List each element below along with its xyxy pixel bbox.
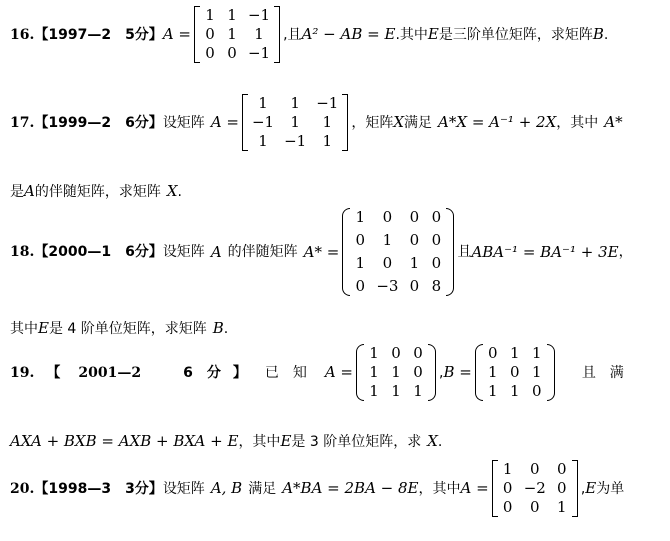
matrix-cell: 0 [382,254,393,272]
matrix-cell: 1 [413,382,423,400]
text: 是三阶单位矩阵，求矩阵 [438,26,593,43]
matrix-grid [364,344,428,401]
matrix-cell: 0 [431,254,442,272]
matrix-A-star [342,208,454,296]
matrix-cell: 1 [510,382,520,400]
matrix-cell: 0 [431,231,442,249]
paren-right [547,344,555,401]
problem-source-points: 6 分 [183,364,221,381]
text: 是 [10,183,24,200]
paren-right [428,344,436,401]
problem-number: 16. [10,26,35,43]
text: , [580,480,586,497]
text: 为单 [596,480,625,497]
matrix-grid [200,6,274,63]
matrix-cell: 1 [205,6,215,24]
matrix-cell: 0 [557,460,567,478]
problem-source-year: 2001—2 [78,364,142,381]
problem-number: 18. [10,244,35,260]
paren-left [342,208,350,296]
text: 其中 [399,26,428,43]
matrix-cell: 0 [557,479,567,497]
matrix-cell: 1 [510,344,520,362]
matrix-cell: −3 [376,277,399,295]
source-bracket-close: 】 [232,364,247,381]
problem-20 [10,460,624,517]
text: 其中 [10,320,38,337]
problem-source: 【1997—2 5分】 [34,26,163,43]
matrix-grid [350,208,446,296]
symbol-B: B [212,319,224,337]
equation: A*BA = 2BA − 8E [282,479,419,497]
text: 的伴随矩阵，求矩阵 [34,183,161,200]
matrix-cell: 1 [254,25,264,43]
problem-source: 【1999—2 6分】 [34,114,163,131]
matrix-cell: 1 [409,254,420,272]
matrix-cell: 1 [488,363,498,381]
problem-source: 【2000—1 6分】 [34,244,163,260]
text: 且 [457,244,472,260]
matrix-cell: 8 [431,277,442,295]
problem-number: 20. [10,480,35,497]
matrix-lhs: A = [210,113,239,131]
matrix-cell: 0 [529,498,540,516]
symbols-A-B: A, B [210,479,243,497]
matrix-lhs: A* = [303,242,340,261]
text: ，其中 [418,480,461,497]
problem-17 [10,94,623,151]
text: . [603,26,609,43]
symbol-B: B [592,25,604,43]
matrix-cell: 0 [409,277,420,295]
matrix-lhs: A = [460,479,489,497]
text: . [395,26,400,43]
text: ,且 [283,26,302,43]
paren-right [446,208,454,296]
text: 是 4 阶单位矩阵，求矩阵 [48,320,207,337]
matrix-cell: 1 [258,94,268,112]
text: 设矩阵 [162,114,205,131]
symbol-E: E [38,319,49,337]
matrix-cell: 1 [502,460,513,478]
matrix-cell: 0 [413,363,423,381]
text: , [439,364,444,381]
matrix-cell: 1 [227,25,237,43]
matrix-cell: 0 [409,208,420,226]
matrix-lhs: B = [443,363,472,381]
text: . [223,320,229,337]
matrix-cell: 1 [355,254,366,272]
text: ，矩阵 [351,114,394,131]
matrix-cell: 1 [369,363,379,381]
matrix-cell: 0 [409,231,420,249]
matrix-cell: 0 [382,208,393,226]
text: 的伴随矩阵 [227,244,298,260]
matrix-cell: 1 [369,382,379,400]
symbol-A: A [210,242,222,261]
matrix-A [492,460,578,517]
paren-left [356,344,364,401]
equation: A*X = A⁻¹ + 2X [438,113,557,131]
matrix-cell: 0 [391,344,401,362]
text: 设矩阵 [162,244,205,260]
matrix-cell: 1 [258,132,268,150]
symbol-E: E [585,479,597,497]
matrix-cell: 1 [391,382,401,400]
matrix-cell: 0 [205,25,215,43]
matrix-cell: 1 [532,344,542,362]
bracket-right [274,6,280,63]
matrix-A [194,6,280,63]
problem-19-continued [10,434,442,449]
symbol-X: X [427,432,438,450]
problem-18-continued [10,321,228,336]
matrix-cell: 1 [290,113,300,131]
bracket-right [572,460,578,517]
matrix-cell: 1 [227,6,237,24]
symbol-X: X [393,113,405,131]
symbol-A-star: A* [604,113,623,131]
problem-number: 19. [10,364,35,381]
matrix-cell: 1 [488,382,498,400]
matrix-cell: 0 [355,277,366,295]
symbol-E: E [280,432,292,450]
matrix-cell: 0 [532,382,542,400]
source-bracket-open: 【 [46,364,61,381]
text: 设矩阵 [162,480,205,497]
text: 是 3 阶单位矩阵，求 [291,433,422,450]
matrix-cell: 0 [355,231,366,249]
matrix-cell: 1 [322,132,333,150]
text: 且 满 [581,364,624,381]
matrix-cell: 1 [382,231,393,249]
matrix-cell: 1 [369,344,379,362]
symbol-A: A [24,182,35,200]
matrix-grid [248,94,342,151]
symbol-X: X [166,182,178,200]
matrix-cell: 1 [322,113,333,131]
text: ， [618,244,633,260]
matrix-cell: 1 [391,363,401,381]
text: ，其中 [556,114,599,131]
matrix-cell: 0 [227,44,237,62]
equation: A² − AB = E [301,25,396,43]
text: 满足 [404,114,433,131]
matrix-cell: 0 [502,498,513,516]
text: . [437,433,443,450]
text: 满足 [248,480,277,497]
matrix-A [242,94,348,151]
matrix-B [475,344,555,401]
matrix-cell: −1 [316,94,339,112]
problem-18 [10,208,633,296]
matrix-cell: 0 [205,44,215,62]
problem-number: 17. [10,114,35,131]
problem-19 [10,344,624,401]
matrix-A [356,344,436,401]
matrix-cell: 0 [502,479,513,497]
paren-left [475,344,483,401]
matrix-cell: 1 [532,363,542,381]
text: 已 知 [264,364,307,381]
equation: ABA⁻¹ = BA⁻¹ + 3E [471,242,619,261]
matrix-grid [498,460,572,517]
problem-17-continued [10,184,182,199]
problem-source: 【1998—3 3分】 [34,480,163,497]
problem-16 [10,6,608,63]
matrix-cell: 0 [488,344,498,362]
bracket-right [342,94,348,151]
matrix-cell: 0 [510,363,520,381]
matrix-cell: −1 [251,113,275,131]
matrix-cell: 0 [529,460,540,478]
matrix-cell: 1 [557,498,567,516]
matrix-lhs: A = [324,363,353,381]
equation: AXA + BXB = AXB + BXA + E [10,432,239,450]
matrix-lhs: A = [162,25,191,43]
symbol-E: E [427,25,439,43]
matrix-cell: −1 [247,6,271,24]
matrix-cell: −2 [523,479,546,497]
matrix-cell: −1 [284,132,307,150]
matrix-cell: 1 [290,94,300,112]
matrix-cell: 1 [355,208,366,226]
matrix-cell: 0 [413,344,423,362]
matrix-cell: 0 [431,208,442,226]
matrix-cell: −1 [247,44,271,62]
text: . [177,183,182,200]
text: ，其中 [238,433,281,450]
matrix-grid [483,344,547,401]
